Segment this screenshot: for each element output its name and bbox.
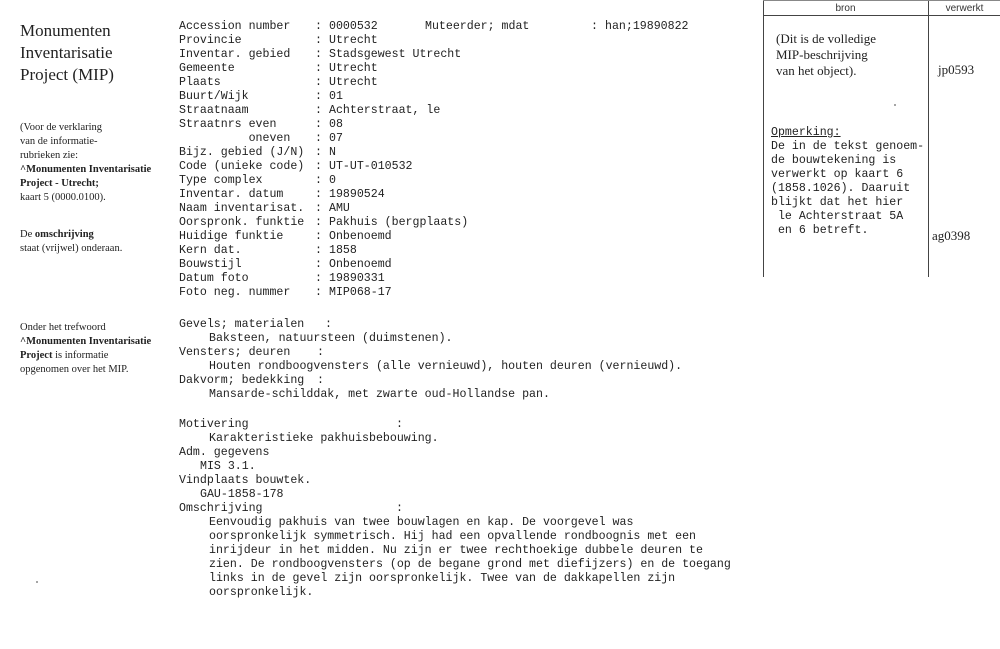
table-border-left bbox=[763, 0, 764, 277]
field-value: 0 bbox=[329, 174, 336, 187]
field-colon: : bbox=[315, 90, 322, 103]
field-label: Buurt/Wijk bbox=[179, 90, 249, 103]
field-label: Foto neg. nummer bbox=[179, 286, 291, 299]
note-verklaring bbox=[20, 121, 151, 205]
opmerking-line: le Achterstraat 5A bbox=[771, 210, 904, 223]
section-colon: : bbox=[317, 346, 324, 359]
field-colon: : bbox=[315, 216, 322, 229]
field-value: 0000532 bbox=[329, 20, 378, 33]
section-body-line: Baksteen, natuursteen (duimstenen). bbox=[209, 332, 453, 345]
field-label: Provincie bbox=[179, 34, 242, 47]
section-body-line: Karakteristieke pakhuisbebouwing. bbox=[209, 432, 439, 445]
field-colon: : bbox=[315, 160, 322, 173]
mip-title-line: Project (MIP) bbox=[20, 65, 114, 84]
field-colon: : bbox=[315, 48, 322, 61]
field-value: Utrecht bbox=[329, 76, 378, 89]
field-label: oneven bbox=[179, 132, 291, 145]
section-body-line: oorspronkelijk. bbox=[209, 586, 314, 599]
field-colon: : bbox=[315, 202, 322, 215]
note-bold-line: Project - Utrecht; bbox=[20, 178, 99, 189]
section-body-line: oorspronkelijk symmetrisch. Hij had een opvallende rondboognis met een bbox=[209, 530, 697, 543]
verwerkt-code: ag0398 bbox=[932, 228, 971, 243]
section-colon: : bbox=[317, 374, 324, 387]
field-value: 1858 bbox=[329, 244, 357, 257]
section-body bbox=[200, 460, 256, 474]
field-colon: : bbox=[315, 244, 322, 257]
field-colon: : bbox=[315, 146, 322, 159]
section-label: Adm. gegevens bbox=[179, 446, 270, 459]
section-label: Gevels; materialen bbox=[179, 318, 305, 331]
field-label: Type complex bbox=[179, 174, 263, 187]
section-body-line: Eenvoudig pakhuis van twee bouwlagen en kap. De voorgevel was bbox=[209, 516, 634, 529]
field-colon: : bbox=[315, 34, 322, 47]
header-bron: bron bbox=[835, 3, 856, 14]
note-bold: omschrijving bbox=[34, 229, 94, 240]
section-body bbox=[209, 516, 731, 600]
field-label: Bijz. gebied (J/N) bbox=[179, 146, 305, 159]
field-colon: : bbox=[315, 174, 322, 187]
note-bold-line: ^Monumenten Inventarisatie bbox=[20, 336, 152, 347]
field-label: Straatnrs even bbox=[179, 118, 277, 131]
field-value: UT-UT-010532 bbox=[329, 160, 413, 173]
opmerking-heading: Opmerking: bbox=[771, 126, 841, 139]
section-label: Dakvorm; bedekking bbox=[179, 374, 305, 387]
field-label: Naam inventarisat. bbox=[179, 202, 305, 215]
bron-line: (Dit is de volledige bbox=[776, 31, 877, 46]
section-body-line: zien. De rondboogvensters (op de begane grond met diefijzers) en de toegang bbox=[209, 558, 731, 571]
note-line: rubrieken zie: bbox=[20, 150, 79, 161]
note-line: opgenomen over het MIP. bbox=[20, 364, 129, 375]
section-label: Vensters; deuren bbox=[179, 346, 291, 359]
field-value: MIP068-17 bbox=[329, 286, 392, 299]
mip-title-line: Inventarisatie bbox=[20, 43, 113, 62]
table-header-rule bbox=[763, 15, 1000, 16]
mutator-label: Muteerder; mdat bbox=[425, 20, 530, 33]
bron-text bbox=[776, 31, 876, 79]
section-body bbox=[209, 388, 550, 402]
field-label: Code (unieke code) bbox=[179, 160, 305, 173]
note-trefwoord bbox=[20, 321, 151, 377]
note-line: (Voor de verklaring bbox=[20, 122, 103, 133]
field-value: Achterstraat, le bbox=[329, 104, 441, 117]
field-label: Gemeente bbox=[179, 62, 235, 75]
table-column-divider bbox=[928, 0, 929, 277]
source-table bbox=[763, 0, 1000, 277]
section-body bbox=[209, 332, 453, 346]
field-value: 07 bbox=[329, 132, 343, 145]
field-label: Kern dat. bbox=[179, 244, 242, 257]
section-body-line: links in de gevel zijn oorspronkelijk. Twee van de dakkapellen zijn bbox=[209, 572, 676, 585]
field-label: Straatnaam bbox=[179, 104, 249, 117]
field-label: Huidige funktie bbox=[179, 230, 284, 243]
scan-speck bbox=[36, 581, 38, 583]
field-label: Accession number bbox=[179, 20, 291, 33]
mutator-value: han;19890822 bbox=[605, 20, 689, 33]
section-label: Vindplaats bouwtek. bbox=[179, 474, 312, 487]
field-label: Bouwstijl bbox=[179, 258, 242, 271]
field-value: Onbenoemd bbox=[329, 230, 392, 243]
field-colon: : bbox=[315, 272, 322, 285]
note-line: Onder het trefwoord bbox=[20, 322, 106, 333]
field-value: Stadsgewest Utrecht bbox=[329, 48, 462, 61]
section-body-line: GAU-1858-178 bbox=[200, 488, 284, 501]
section-body-line: Mansarde-schilddak, met zwarte oud-Hollandse pan. bbox=[209, 388, 550, 401]
field-value: Utrecht bbox=[329, 34, 378, 47]
field-value: 01 bbox=[329, 90, 343, 103]
field-colon: : bbox=[315, 230, 322, 243]
field-colon: : bbox=[315, 62, 322, 75]
section-colon: : bbox=[396, 418, 403, 431]
note-text: is informatie bbox=[52, 350, 109, 361]
field-colon: : bbox=[315, 188, 322, 201]
field-value: AMU bbox=[329, 202, 350, 215]
note-omschrijving bbox=[20, 228, 122, 256]
field-value: 08 bbox=[329, 118, 343, 131]
opmerking-line: verwerkt op kaart 6 bbox=[771, 168, 904, 181]
field-label: Datum foto bbox=[179, 272, 249, 285]
field-value: Pakhuis (bergplaats) bbox=[329, 216, 469, 229]
opmerking-line: blijkt dat het hier bbox=[771, 196, 904, 209]
field-value: Onbenoemd bbox=[329, 258, 392, 271]
bron-line: van het object). bbox=[776, 63, 857, 78]
field-value: N bbox=[329, 146, 336, 159]
note-bold: Project bbox=[20, 350, 53, 361]
field-colon: : bbox=[315, 20, 322, 33]
field-value: 19890331 bbox=[329, 272, 385, 285]
field-label: Oorspronk. funktie bbox=[179, 216, 305, 229]
section-body bbox=[209, 432, 439, 446]
section-label: Omschrijving bbox=[179, 502, 263, 515]
note-bold-line: ^Monumenten Inventarisatie bbox=[20, 164, 152, 175]
bron-line: MIP-beschrijving bbox=[776, 47, 868, 62]
section-colon: : bbox=[325, 318, 332, 331]
field-colon: : bbox=[315, 104, 322, 117]
note-line: kaart 5 (0000.0100). bbox=[20, 192, 106, 203]
opmerking-line: en 6 betreft. bbox=[771, 224, 869, 237]
field-colon: : bbox=[315, 132, 322, 145]
field-label: Plaats bbox=[179, 76, 221, 89]
section-label: Motivering bbox=[179, 418, 249, 431]
scan-speck bbox=[894, 104, 896, 106]
mip-title-line: Monumenten bbox=[20, 21, 111, 40]
field-label: Inventar. gebied bbox=[179, 48, 291, 61]
table-top-rule bbox=[763, 0, 1000, 1]
opmerking-line: De in de tekst genoem- bbox=[771, 140, 925, 153]
field-colon: : bbox=[315, 286, 322, 299]
field-colon: : bbox=[315, 258, 322, 271]
mutator-colon: : bbox=[591, 20, 598, 33]
section-body bbox=[209, 360, 682, 374]
field-label: Inventar. datum bbox=[179, 188, 284, 201]
section-body-line: inrijdeur in het midden. Nu zijn er twee rechthoekige dubbele deuren te bbox=[209, 544, 703, 557]
note-line: staat (vrijwel) onderaan. bbox=[20, 243, 123, 254]
field-colon: : bbox=[315, 76, 322, 89]
opmerking-note bbox=[771, 126, 924, 238]
opmerking-line: de bouwtekening is bbox=[771, 154, 897, 167]
opmerking-line: (1858.1026). Daaruit bbox=[771, 182, 911, 195]
mip-title bbox=[20, 20, 114, 86]
header-verwerkt: verwerkt bbox=[945, 3, 984, 14]
verwerkt-code: jp0593 bbox=[938, 62, 975, 77]
field-colon: : bbox=[315, 118, 322, 131]
section-body bbox=[200, 488, 284, 502]
field-value: 19890524 bbox=[329, 188, 385, 201]
section-body-line: MIS 3.1. bbox=[200, 460, 256, 473]
note-line: van de informatie- bbox=[20, 136, 98, 147]
note-prefix: De bbox=[20, 229, 35, 240]
section-colon: : bbox=[396, 502, 403, 515]
field-value: Utrecht bbox=[329, 62, 378, 75]
section-body-line: Houten rondboogvensters (alle vernieuwd), houten deuren (vernieuwd). bbox=[209, 360, 683, 373]
